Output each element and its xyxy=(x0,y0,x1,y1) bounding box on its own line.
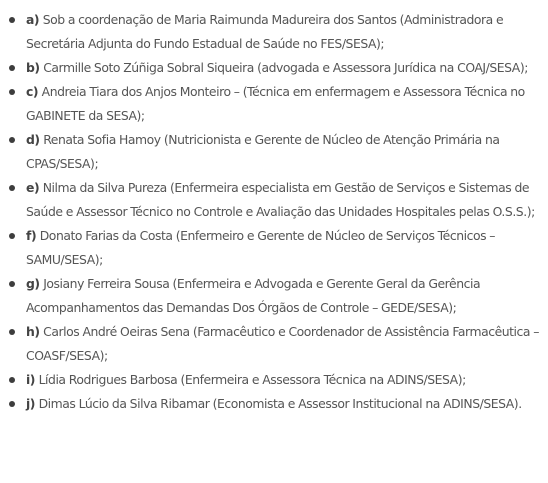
item-marker: i) xyxy=(26,372,39,387)
item-marker: a) xyxy=(26,12,43,27)
bullet-icon xyxy=(9,137,15,143)
list-item-a xyxy=(0,8,548,56)
item-marker: b) xyxy=(26,60,44,75)
list-item-f xyxy=(0,224,548,272)
list-item-h xyxy=(0,320,548,368)
item-marker: h) xyxy=(26,324,44,339)
bullet-icon xyxy=(9,65,15,71)
item-text: Lídia Rodrigues Barbosa (Enfermeira e Assessora Técnica na ADINS/SESA); xyxy=(38,372,466,387)
item-marker: j) xyxy=(26,396,39,411)
item-text: Sob a coordenação de Maria Raimunda Madureira dos Santos (Administradora e Secretária Adjunta do Fundo Estadual de Saúde no FES/SESA); xyxy=(26,12,504,51)
list-item-c xyxy=(0,80,548,128)
list-item-j xyxy=(0,392,548,416)
item-marker: f) xyxy=(26,228,40,243)
bullet-icon xyxy=(9,281,15,287)
bullet-icon xyxy=(9,233,15,239)
item-text: Donato Farias da Costa (Enfermeiro e Gerente de Núcleo de Serviços Técnicos – SAMU/SESA); xyxy=(26,228,496,267)
item-text: Dimas Lúcio da Silva Ribamar (Economista e Assessor Institucional na ADINS/SESA). xyxy=(38,396,522,411)
list-item-b xyxy=(0,56,548,80)
item-marker: c) xyxy=(26,84,42,99)
item-text: Nilma da Silva Pureza (Enfermeira especialista em Gestão de Serviços e Sistemas de Saúde e Assessor Técnico no Controle e Avaliação das Unidades Hospitales pelas O.S.S.); xyxy=(26,180,535,219)
list-item-g xyxy=(0,272,548,320)
item-text: Andreia Tiara dos Anjos Monteiro – (Técnica em enfermagem e Assessora Técnica no GABINETE da SESA); xyxy=(26,84,525,123)
item-text: Carmille Soto Zúñiga Sobral Siqueira (advogada e Assessora Jurídica na COAJ/SESA); xyxy=(43,60,528,75)
bullet-icon xyxy=(9,329,15,335)
item-text: Carlos André Oeiras Sena (Farmacêutico e Coordenador de Assistência Farmacêutica – COASF/SESA); xyxy=(26,324,539,363)
members-list xyxy=(0,8,548,416)
list-item-i xyxy=(0,368,548,392)
item-text: Renata Sofia Hamoy (Nutricionista e Gerente de Núcleo de Atenção Primária na CPAS/SESA); xyxy=(26,132,500,171)
bullet-icon xyxy=(9,377,15,383)
item-marker: d) xyxy=(26,132,44,147)
bullet-icon xyxy=(9,401,15,407)
item-marker: e) xyxy=(26,180,43,195)
bullet-icon xyxy=(9,17,15,23)
list-item-d xyxy=(0,128,548,176)
bullet-icon xyxy=(9,185,15,191)
item-marker: g) xyxy=(26,276,44,291)
item-text: Josiany Ferreira Sousa (Enfermeira e Advogada e Gerente Geral da Gerência Acompanhamentos das Demandas Dos Órgãos de Controle – GEDE/SESA); xyxy=(26,276,481,315)
list-item-e xyxy=(0,176,548,224)
bullet-icon xyxy=(9,89,15,95)
